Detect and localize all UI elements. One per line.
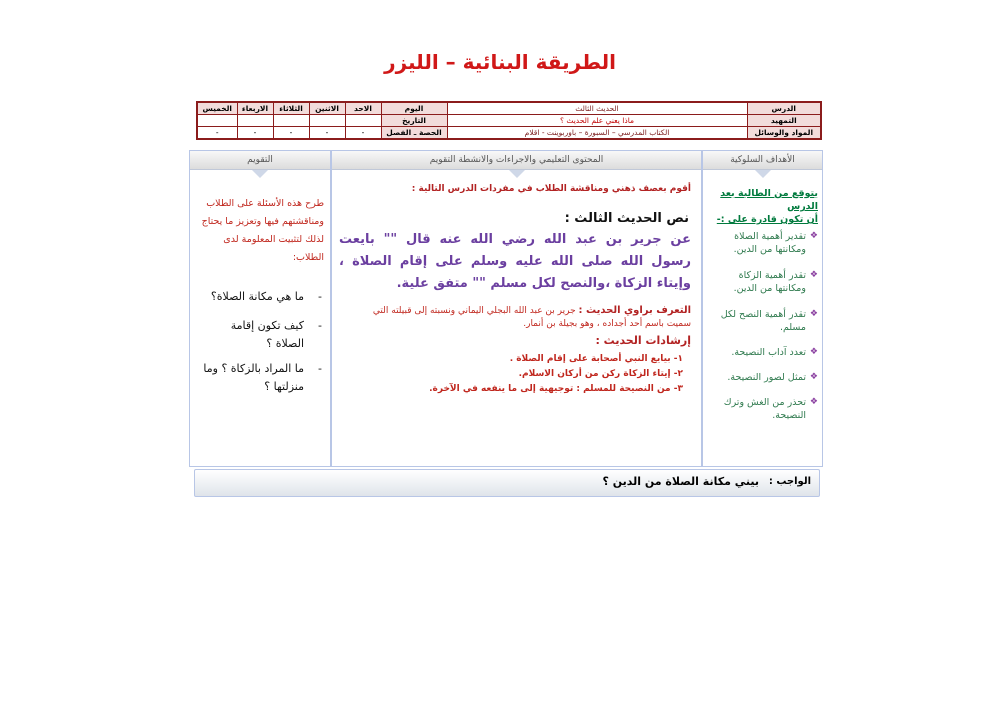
goal-item <box>708 346 818 359</box>
content-header: المحتوى التعليمي والاجراءات والانشطة التقويم <box>332 151 701 170</box>
question-text: ما هي مكانة الصلاة؟ <box>210 290 304 303</box>
question-text: كيف تكون إقامة الصلاة ؟ <box>230 319 304 350</box>
guidance-item: ١- بيايع النبي أصحابة على إقام الصلاة . <box>509 354 683 364</box>
table-row <box>197 102 821 115</box>
date-cell <box>197 115 237 127</box>
day-label: اليوم <box>381 102 447 115</box>
goals-lead-line2: أن تكون قادرة على :- <box>716 214 818 225</box>
goal-text: تعدد آداب النصيحة. <box>731 347 806 358</box>
date-cell <box>273 115 309 127</box>
intro-label: التمهيد <box>747 115 821 127</box>
dash-marker: - <box>318 290 322 303</box>
guidance-title: إرشادات الحديث : <box>595 334 691 347</box>
bullet-icon: ❖ <box>809 231 818 241</box>
page-title: الطريقة البنائية – الليزر <box>384 50 616 74</box>
day-wed: الاربعاء <box>237 102 273 115</box>
goal-text: تمثل لصور النصيحة. <box>727 372 806 383</box>
day-tue: الثلاثاء <box>273 102 309 115</box>
lesson-value: الحديث الثالث <box>447 102 747 115</box>
question-item <box>202 288 320 306</box>
content-intro: أقوم بعصف ذهني ومناقشة الطلاب في مفردات الدرس التالية : <box>411 184 691 194</box>
lesson-label: الدرس <box>747 102 821 115</box>
question-item <box>202 317 320 353</box>
materials-label: المواد والوسائل <box>747 127 821 140</box>
guidance-item: ٢- إيتاء الزكاة ركن من أركان الاسلام. <box>518 369 683 379</box>
period-cell: - <box>345 127 381 140</box>
lesson-info-table <box>196 101 822 140</box>
intro-value: ماذا يعني علم الحديث ؟ <box>447 115 747 127</box>
date-cell <box>309 115 345 127</box>
goal-text: تحذر من الغش وترك النصيحة. <box>723 397 806 421</box>
goals-header: الأهداف السلوكية <box>703 151 822 170</box>
evaluation-column <box>189 150 331 467</box>
narrator-info <box>346 304 691 331</box>
period-cell: - <box>197 127 237 140</box>
day-sun: الاحد <box>345 102 381 115</box>
goal-item <box>708 371 818 384</box>
materials-value: الكتاب المدرسي – السبورة – باوربوينت - اقلام <box>447 127 747 140</box>
goals-column <box>702 150 823 467</box>
hadith-text: عن جرير بن عبد الله رضي الله عنه قال "" بايعت رسول الله صلى الله عليه وسلم على إقام الصلاة ، وإيتاء الزكاة ،والنصح لكل مسلم "" متفق علية. <box>339 232 691 291</box>
goal-item <box>708 230 818 256</box>
homework-text: بيني مكانة الصلاة من الدين ؟ <box>602 475 759 488</box>
content-column <box>331 150 702 467</box>
goal-item <box>708 269 818 295</box>
evaluation-intro: طرح هذه الأسئلة على الطلاب ومناقشتهم فيها وتعزيز ما يحتاج لذلك لتثبيت المعلومة لدى الطلاب: <box>201 198 324 263</box>
bullet-icon: ❖ <box>809 270 818 280</box>
bullet-icon: ❖ <box>809 372 818 382</box>
date-label: التاريخ <box>381 115 447 127</box>
hadith-title: نص الحديث الثالث : <box>564 211 689 226</box>
bullet-icon: ❖ <box>809 397 818 407</box>
homework-label: الواجب : <box>768 476 811 487</box>
dash-marker: - <box>318 319 322 332</box>
goal-text: تقدر أهمية النصح لكل مسلم. <box>720 309 806 333</box>
goals-lead <box>706 187 818 226</box>
period-label: الحصة ـ الفصل <box>381 127 447 140</box>
goal-text: تقدير أهمية الصلاة ومكانتها من الدين. <box>733 231 806 255</box>
bullet-icon: ❖ <box>809 309 818 319</box>
guidance-item: ٣- من النصيحة للمسلم : توجيهية إلى ما ينفعه في الآخرة. <box>429 384 683 394</box>
question-item <box>202 360 320 396</box>
narrator-title: التعرف براوي الحديث : <box>578 305 691 316</box>
goal-item <box>708 308 818 334</box>
period-cell: - <box>237 127 273 140</box>
table-row <box>197 127 821 140</box>
day-thu: الخميس <box>197 102 237 115</box>
narrator-text: جرير بن عبد الله البجلي اليماني ونسبته إلى قبيلته التي سميت باسم أحد أجداده ، وهو بجيلة بن أنمار. <box>372 306 691 329</box>
period-cell: - <box>309 127 345 140</box>
period-cell: - <box>273 127 309 140</box>
homework-bar <box>194 469 820 497</box>
goals-lead-line1: يتوقع من الطالبة بعد الدرس <box>720 188 818 212</box>
table-row <box>197 115 821 127</box>
date-cell <box>345 115 381 127</box>
goal-text: تقدر أهمية الزكاة ومكانتها من الدين. <box>733 270 806 294</box>
question-text: ما المراد بالزكاة ؟ وما منزلتها ؟ <box>203 362 304 393</box>
dash-marker: - <box>318 362 322 375</box>
day-mon: الاثنين <box>309 102 345 115</box>
evaluation-header: التقويم <box>190 151 330 170</box>
bullet-icon: ❖ <box>809 347 818 357</box>
date-cell <box>237 115 273 127</box>
goal-item <box>708 396 818 422</box>
